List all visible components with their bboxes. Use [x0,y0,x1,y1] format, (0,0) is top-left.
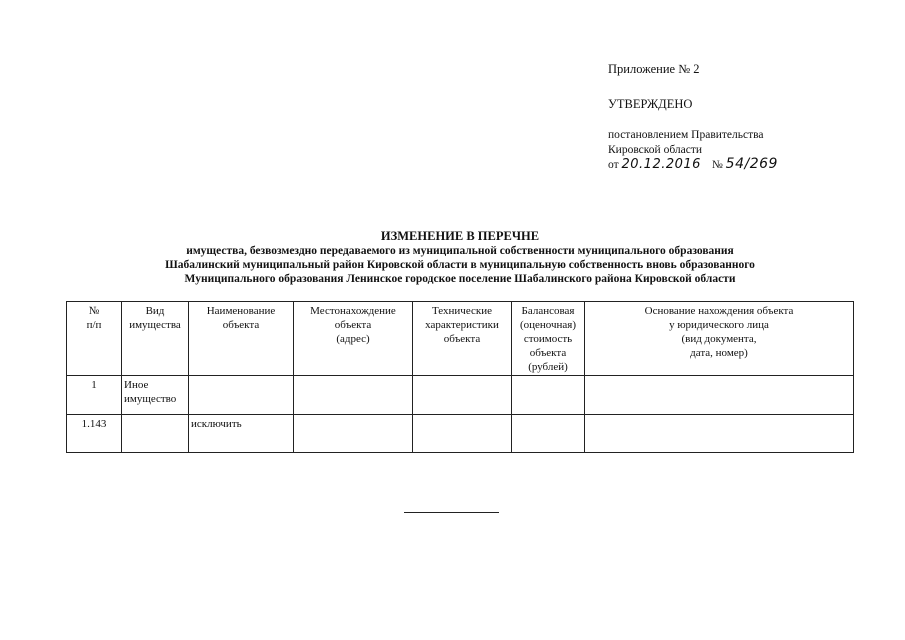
approved-by-line2: Кировской области [608,144,703,156]
col-header-location: Местонахождение объекта (адрес) [294,302,413,376]
cell-kind: Иное имущество [122,376,189,415]
cell-tech [413,376,512,415]
col-header-kind: Вид имущества [122,302,189,376]
subtitle-line-3: Муниципального образования Ленинское городское поселение Шабалинского района Кировской области [184,273,736,285]
cell-location [294,415,413,453]
subtitle-line-1: имущества, безвозмездно передаваемого из муниципальной собственности муниципального образования [186,245,734,257]
number-prefix: № [711,159,723,171]
table-row [67,376,854,415]
col-header-basis: Основание нахождения объекта у юридического лица (вид документа, дата, номер) [585,302,854,376]
approved-by-line1: постановлением Правительства [608,129,764,141]
cell-location [294,376,413,415]
handwritten-date: 20.12.2016 [621,157,701,172]
cell-value [512,415,585,453]
col-header-name: Наименование объекта [189,302,294,376]
table-header-row [67,302,854,376]
document-subtitle [60,244,860,286]
cell-kind [122,415,189,453]
col-header-number: № п/п [67,302,122,376]
col-header-tech: Технические характеристики объекта [413,302,512,376]
cell-number: 1 [67,376,122,415]
cell-name [189,376,294,415]
handwritten-number: 54/269 [725,156,778,172]
cell-name: исключить [189,415,294,453]
col-header-value: Балансовая (оценочная) стоимость объекта (рублей) [512,302,585,376]
appendix-label: Приложение № 2 [608,62,700,76]
cell-basis [585,415,854,453]
approved-label: УТВЕРЖДЕНО [608,97,693,111]
table-row [67,415,854,453]
decree-date-line [608,157,778,172]
document-heading: ИЗМЕНЕНИЕ В ПЕРЕЧНЕ [380,229,540,243]
closing-rule [404,512,499,513]
cell-value [512,376,585,415]
property-table [66,301,854,453]
cell-tech [413,415,512,453]
subtitle-line-2: Шабалинский муниципальный район Кировской области в муниципальную собственность вновь образованного [165,259,755,271]
cell-number: 1.143 [67,415,122,453]
date-prefix: от [608,159,619,171]
cell-basis [585,376,854,415]
